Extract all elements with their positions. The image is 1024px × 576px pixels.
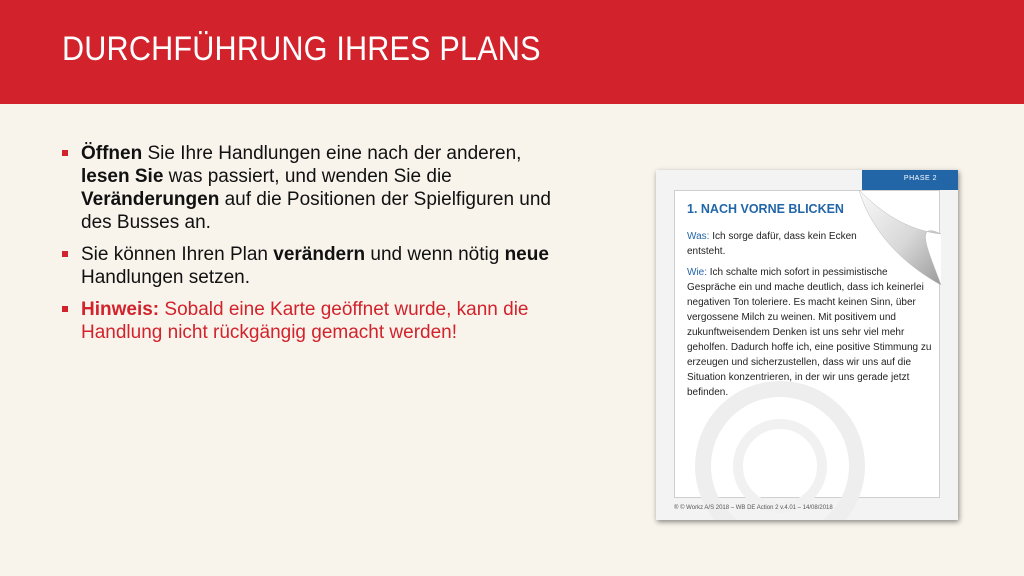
- bullet-segment: Sie Ihre Handlungen eine nach der anderen,: [142, 143, 522, 164]
- bullet-text: [81, 143, 551, 233]
- card-was-text: [687, 229, 857, 259]
- bullet-segment: Sobald eine Karte geöffnet wurde, kann die Handlung nicht rückgängig gemacht werden!: [81, 299, 529, 343]
- bullet-segment: Handlungen setzen.: [81, 267, 251, 288]
- bullet-item: [62, 142, 562, 234]
- bullet-emphasis: Hinweis:: [81, 299, 160, 320]
- slide-header: [0, 0, 1024, 104]
- bullet-segment: auf die Positionen der Spielfiguren und des Busses an.: [81, 189, 552, 233]
- slide-title: DURCHFÜHRUNG IHRES PLANS: [62, 30, 541, 68]
- was-label: Was:: [687, 231, 710, 242]
- bullet-list: [62, 142, 562, 353]
- bullet-emphasis: Öffnen: [81, 143, 143, 164]
- was-value: Ich sorge dafür, dass kein Ecken entsteht.: [687, 231, 857, 257]
- page-curl-icon: [851, 190, 941, 285]
- card-wie-text: [687, 265, 932, 400]
- bullet-emphasis: neue: [504, 244, 549, 265]
- bullet-segment: Sie können Ihren Plan: [81, 244, 274, 265]
- bullet-square-icon: [62, 306, 68, 312]
- wie-label: Wie:: [687, 267, 707, 278]
- bullet-square-icon: [62, 251, 68, 257]
- bullet-text: [81, 299, 528, 343]
- bullet-item: [62, 243, 562, 289]
- bullet-text: [81, 244, 549, 288]
- bullet-item: [62, 298, 562, 344]
- bullet-emphasis: Veränderungen: [81, 189, 220, 210]
- bullet-segment: und wenn nötig: [365, 244, 505, 265]
- wie-value: Ich schalte mich sofort in pessimistische Gespräche ein und mache deutlich, dass ich keinerlei negativen Ton toleriere. Es macht keinen Sinn, über vergossene Milch zu weinen. Mit positivem und zukunftweisendem Denken ist uns sehr viel mehr geholfen. Dadurch hoffe ich, eine positive Stimmung zu erzeugen und sicherzustellen, dass wir uns auf die Situation konzentrieren, in der wir uns gerade jetzt befinden.: [687, 267, 932, 398]
- bullet-square-icon: [62, 150, 68, 156]
- action-card-image: [656, 170, 958, 520]
- card-title: 1. NACH VORNE BLICKEN: [687, 202, 844, 216]
- card-footer: ® © Workz A/S 2018 – WB DE Action 2 v.4.01 – 14/08/2018: [674, 505, 833, 511]
- bullet-emphasis: lesen Sie: [81, 166, 164, 187]
- bullet-emphasis: verändern: [273, 244, 366, 265]
- card-phase-label: PHASE 2: [903, 175, 937, 182]
- watermark-circle-icon: [733, 419, 827, 513]
- bullet-segment: was passiert, und wenden Sie die: [163, 166, 452, 187]
